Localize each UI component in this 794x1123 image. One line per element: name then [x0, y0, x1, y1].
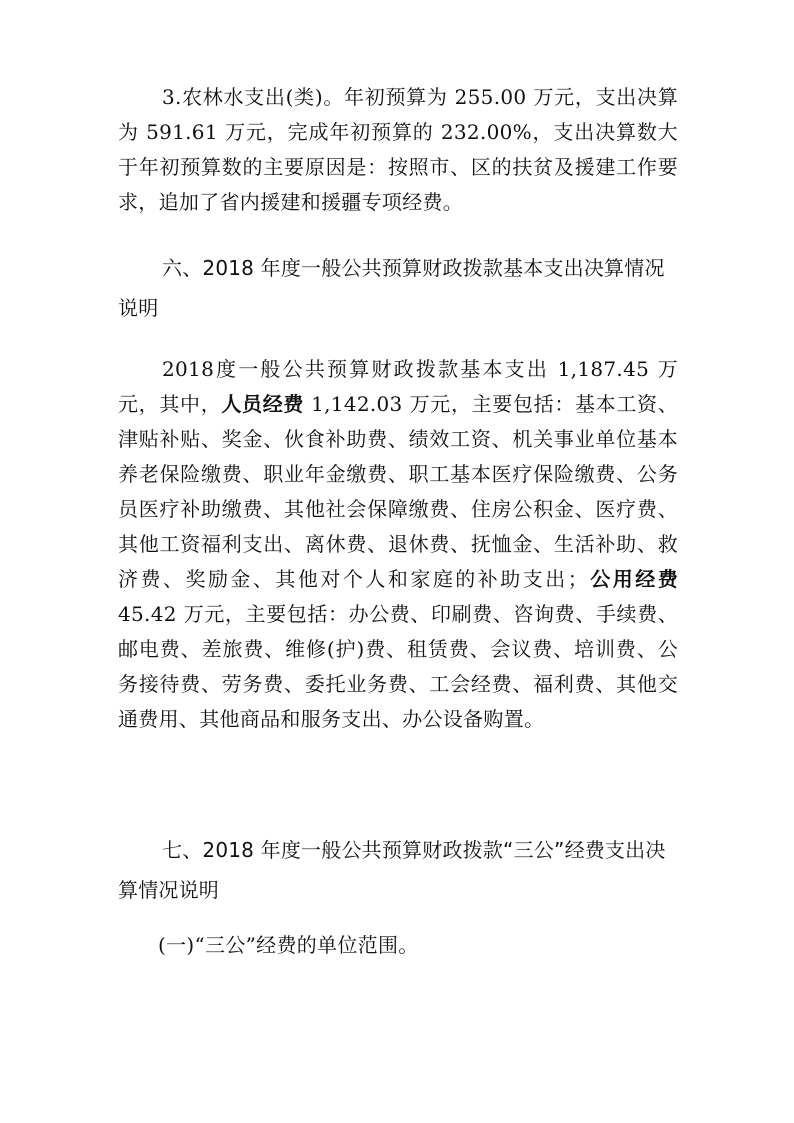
- section-heading-6: 六、2018 年度一般公共预算财政拨款基本支出决算情况说明: [118, 256, 665, 320]
- paragraph-agriculture-expenditure: 3.农林水支出(类)。年初预算为 255.00 万元，支出决算为 591.61 万元，完成年初预算的 232.00%，支出决算数大于年初预算数的主要原因是：按照市、区的扶贫及援建工作要求，追加了省内援建和援疆专项经费。: [118, 85, 678, 214]
- paragraph-three-public-scope: (一)“三公”经费的单位范围。: [158, 933, 419, 957]
- basic-expenditure-text-2: 1,142.03 万元，主要包括：基本工资、津贴补贴、奖金、伙食补助费、绩效工资、机关事业单位基本养老保险缴费、职业年金缴费、职工基本医疗保险缴费、公务员医疗补助缴费、其他社会保障缴费、住房公积金、医疗费、其他工资福利支出、离休费、退休费、抚恤金、生活补助、救济费、奖励金、其他对个人和家庭的补助支出；: [118, 392, 678, 591]
- personnel-expense-label: 人员经费: [221, 392, 305, 416]
- basic-expenditure-text-1: 2018度一般公共预算财政拨款基本支出 1,187.45 万元，其中，: [118, 357, 678, 416]
- basic-expenditure-text-3: 45.42 万元，主要包括：办公费、印刷费、咨询费、手续费、邮电费、差旅费、维修(护)费、租赁费、会议费、培训费、公务接待费、劳务费、委托业务费、工会经费、福利费、其他交通费用、其他商品和服务支出、办公设备购置。: [118, 602, 678, 731]
- section-heading-7: 七、2018 年度一般公共预算财政拨款“三公”经费支出决算情况说明: [118, 838, 666, 902]
- paragraph-basic-expenditure: [118, 352, 678, 737]
- public-expense-label: 公用经费: [588, 567, 678, 591]
